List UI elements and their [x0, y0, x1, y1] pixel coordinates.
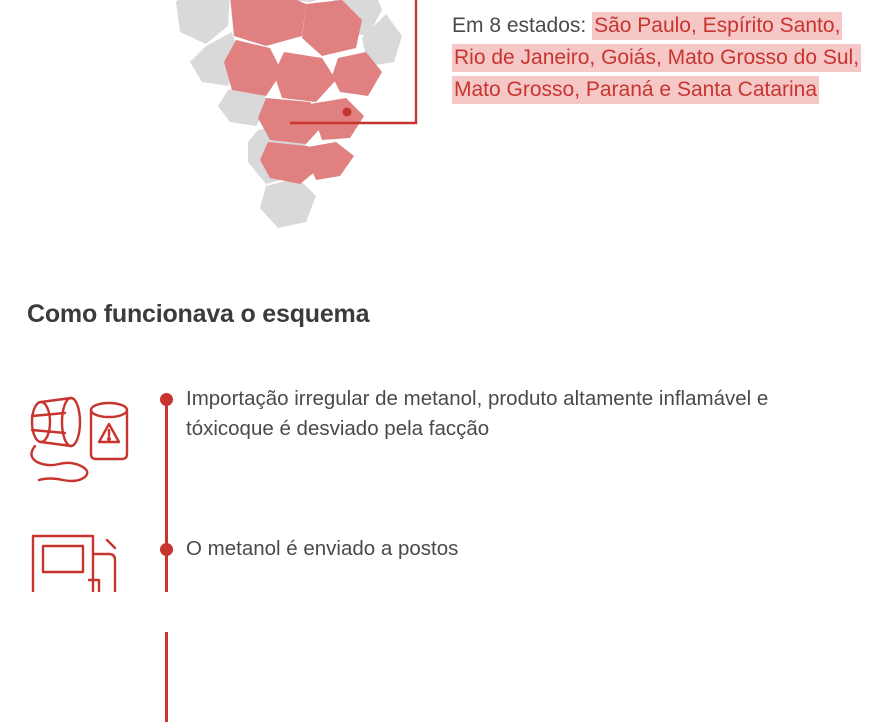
fuel-barrel-spill-icon	[19, 380, 131, 492]
map-location-marker-icon	[343, 108, 352, 117]
map-text-block	[452, 0, 870, 106]
states-highlight: São Paulo, Espírito Santo, Rio de Janeiro, Goiás, Mato Grosso do Sul, Mato Grosso, Paraná e Santa Catarina	[452, 12, 861, 104]
states-label: Em 8 estados:	[452, 14, 587, 37]
section-heading: Como funcionava o esquema	[27, 300, 370, 328]
step-connector-line	[165, 552, 168, 722]
step-text: Importação irregular de metanol, produto altamente inflamável e tóxicoque é desviado pela facção	[186, 387, 769, 440]
step-bullet-column	[150, 372, 186, 522]
step-bullet-dot	[160, 543, 173, 556]
list-item	[0, 372, 880, 522]
step-text: O metanol é enviado a postos	[186, 537, 459, 560]
map-states-line	[452, 10, 870, 106]
bottom-crop-mask	[0, 592, 880, 632]
map-highlighted-states	[224, 0, 382, 184]
brazil-map	[110, 0, 410, 230]
step-icon-wrap	[0, 372, 150, 492]
step-bullet-dot	[160, 393, 173, 406]
map-section	[0, 0, 880, 240]
